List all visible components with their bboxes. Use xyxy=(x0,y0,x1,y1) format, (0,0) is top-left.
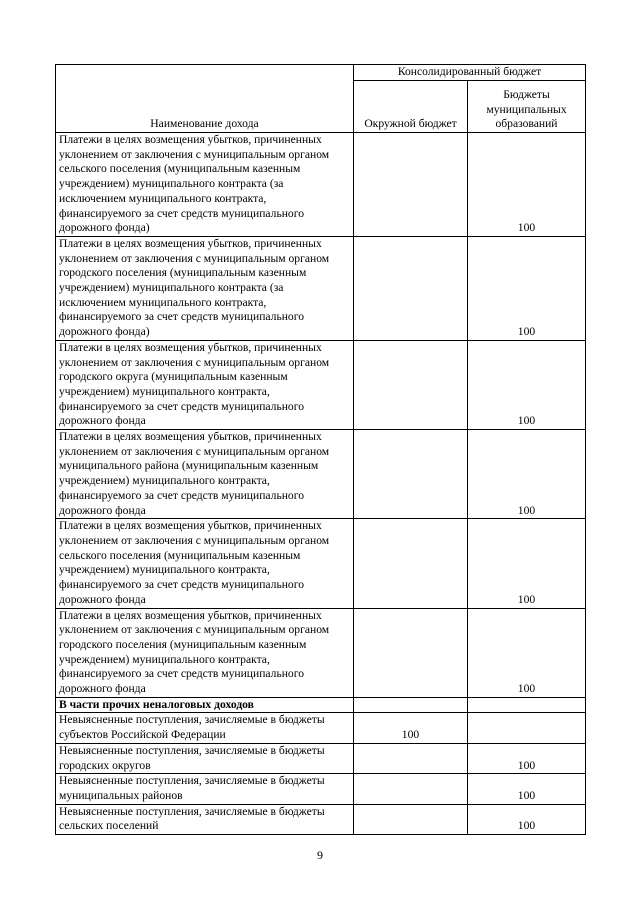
header-income-name: Наименование дохода xyxy=(56,65,354,133)
table-row xyxy=(56,774,586,804)
row-income-name: Платежи в целях возмещения убытков, причиненных уклонением от заключения с муниципальным органом городского округа (муниципальным казенным учреждением) муниципального контракта, финансируемого за счет средств муниципального дорожного фонда xyxy=(56,340,354,429)
row-income-name: Невыясненные поступления, зачисляемые в бюджеты субъектов Российской Федерации xyxy=(56,713,354,743)
row-municipal-value: 100 xyxy=(468,133,586,237)
row-okrug-value xyxy=(354,236,468,340)
row-municipal-value: 100 xyxy=(468,774,586,804)
table-row xyxy=(56,804,586,834)
row-municipal-value xyxy=(468,697,586,713)
row-okrug-value xyxy=(354,743,468,773)
table-row xyxy=(56,713,586,743)
row-municipal-value: 100 xyxy=(468,236,586,340)
row-okrug-value: 100 xyxy=(354,713,468,743)
header-consolidated-budget: Консолидированный бюджет xyxy=(354,65,586,81)
row-income-name: Платежи в целях возмещения убытков, причиненных уклонением от заключения с муниципальным органом муниципального района (муниципальным казенным учреждением) муниципального контракта, финансируемого за счет средств муниципального дорожного фонда xyxy=(56,430,354,519)
header-okrug-budget: Окружной бюджет xyxy=(354,81,468,133)
table-row xyxy=(56,430,586,519)
table-row xyxy=(56,519,586,608)
row-okrug-value xyxy=(354,804,468,834)
row-income-name: Платежи в целях возмещения убытков, причиненных уклонением от заключения с муниципальным органом сельского поселения (муниципальным казенным учреждением) муниципального контракта (за исключением муниципального контракта, финансируемого за счет средств муниципального дорожного фонда) xyxy=(56,133,354,237)
row-income-name: Платежи в целях возмещения убытков, причиненных уклонением от заключения с муниципальным органом городского поселения (муниципальным казенным учреждением) муниципального контракта, финансируемого за счет средств муниципального дорожного фонда xyxy=(56,608,354,697)
row-municipal-value: 100 xyxy=(468,804,586,834)
table-row xyxy=(56,743,586,773)
table-row xyxy=(56,133,586,237)
table-row xyxy=(56,340,586,429)
row-municipal-value xyxy=(468,713,586,743)
row-municipal-value: 100 xyxy=(468,608,586,697)
row-okrug-value xyxy=(354,133,468,237)
row-income-name: Платежи в целях возмещения убытков, причиненных уклонением от заключения с муниципальным органом сельского поселения (муниципальным казенным учреждением) муниципального контракта, финансируемого за счет средств муниципального дорожного фонда xyxy=(56,519,354,608)
row-municipal-value: 100 xyxy=(468,430,586,519)
row-okrug-value xyxy=(354,340,468,429)
section-heading: В части прочих неналоговых доходов xyxy=(56,697,354,713)
row-income-name: Невыясненные поступления, зачисляемые в бюджеты городских округов xyxy=(56,743,354,773)
row-okrug-value xyxy=(354,774,468,804)
row-income-name: Платежи в целях возмещения убытков, причиненных уклонением от заключения с муниципальным органом городского поселения (муниципальным казенным учреждением) муниципального контракта (за исключением муниципального контракта, финансируемого за счет средств муниципального дорожного фонда) xyxy=(56,236,354,340)
row-okrug-value xyxy=(354,608,468,697)
income-distribution-table xyxy=(55,64,586,835)
row-okrug-value xyxy=(354,430,468,519)
header-municipal-budgets: Бюджеты муниципальных образований xyxy=(468,81,586,133)
row-municipal-value: 100 xyxy=(468,743,586,773)
table-row xyxy=(56,236,586,340)
row-municipal-value: 100 xyxy=(468,340,586,429)
row-income-name: Невыясненные поступления, зачисляемые в бюджеты муниципальных районов xyxy=(56,774,354,804)
table-row xyxy=(56,608,586,697)
row-okrug-value xyxy=(354,697,468,713)
row-municipal-value: 100 xyxy=(468,519,586,608)
row-income-name: Невыясненные поступления, зачисляемые в бюджеты сельских поселений xyxy=(56,804,354,834)
page-number: 9 xyxy=(317,848,323,862)
section-row xyxy=(56,697,586,713)
row-okrug-value xyxy=(354,519,468,608)
